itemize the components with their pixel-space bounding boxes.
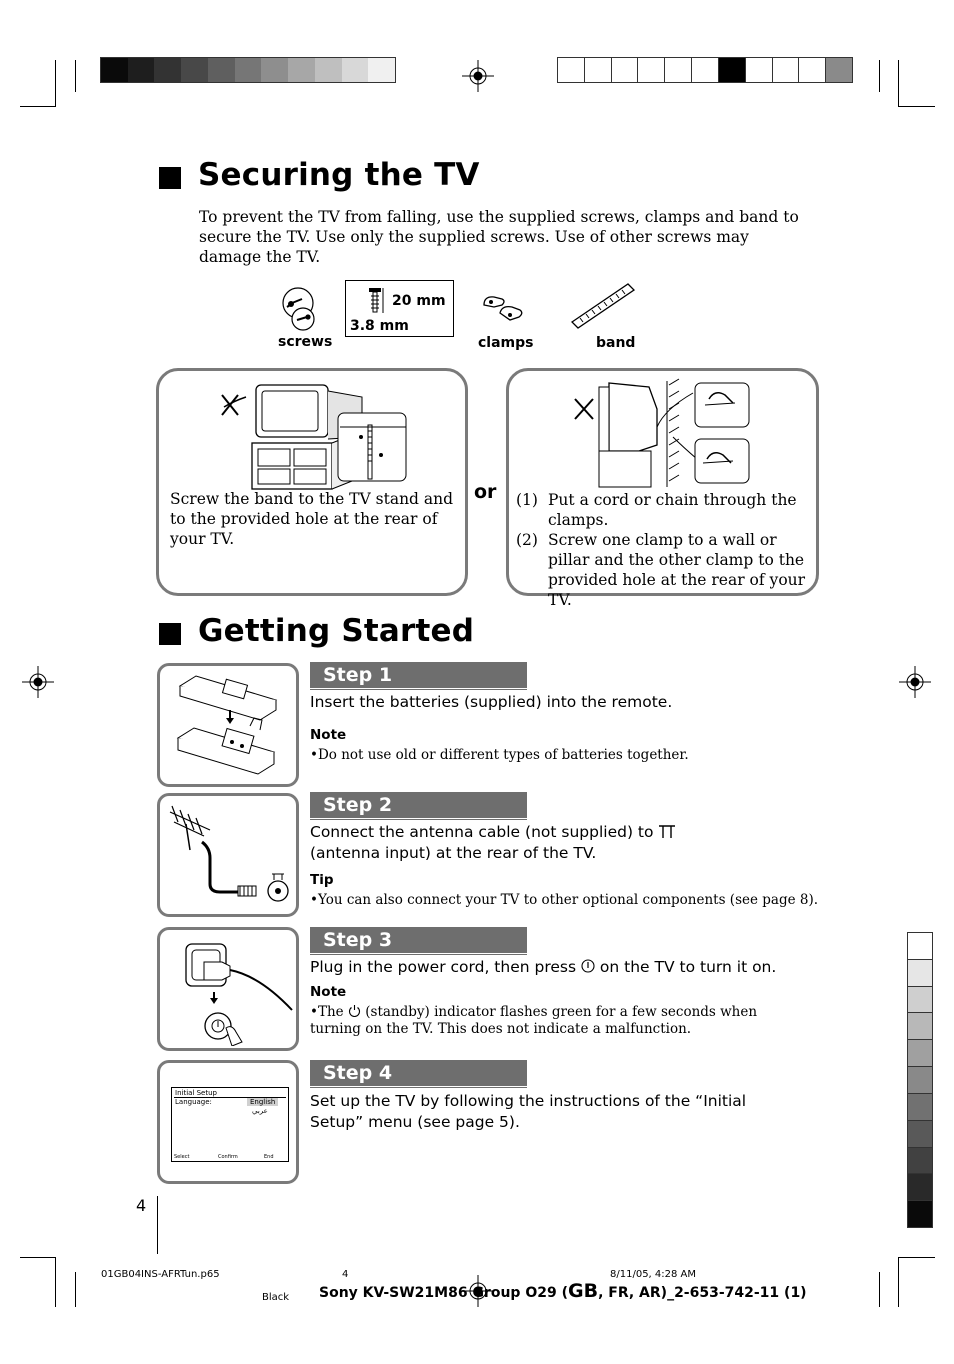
securing-intro: To prevent the TV from falling, use the supplied screws, clamps and band to secure the TV. Use only the supplied screws. Use of other screws may damage the TV.	[199, 208, 799, 266]
step1-note: •Do not use old or different types of batteries together.	[310, 747, 689, 763]
step1-note-text: Do not use old or different types of batteries together.	[317, 747, 689, 763]
option-clamps-step1-text: Put a cord or chain through the clamps.	[548, 491, 797, 529]
step3-note-a: The	[317, 1004, 344, 1020]
step4-illustration-frame	[157, 1060, 299, 1184]
footer-color-label: Black	[262, 1292, 290, 1303]
page-number: 4	[136, 1196, 147, 1215]
screw-length: 20 mm	[392, 293, 446, 309]
step3-text-a: Plug in the power cord, then press	[310, 958, 577, 976]
power-plug-illustration	[174, 936, 294, 1046]
menu-option-english: English	[247, 1098, 278, 1106]
footer-page-ref: 4	[342, 1269, 349, 1280]
menu-select-hint: Select	[174, 1154, 190, 1160]
footer-file-name: 01GB04INS-AFRTun.p65	[101, 1269, 220, 1280]
antenna-input-icon	[658, 824, 676, 838]
step2-heading: Step 2	[310, 792, 527, 818]
step-underline	[310, 1087, 527, 1088]
step1-heading: Step 1	[310, 662, 527, 688]
step2-tip: •You can also connect your TV to other optional components (see page 8).	[310, 892, 819, 908]
footer-model-line	[319, 1280, 807, 1302]
menu-option-arabic: عربي	[252, 1107, 268, 1115]
footer-model-b: , FR, AR)_2-653-742-11 (1)	[598, 1285, 807, 1301]
menu-end-hint: End	[264, 1154, 274, 1160]
section-title-getting-started: Getting Started	[198, 613, 475, 649]
step1-illustration-frame	[157, 663, 299, 787]
step3-illustration-frame	[157, 927, 299, 1051]
step3-text-b: on the TV to turn it on.	[599, 958, 777, 976]
step2-tip-heading: Tip	[310, 872, 334, 888]
screw-diameter: 3.8 mm	[350, 318, 409, 334]
standby-icon	[348, 1004, 361, 1017]
page-number-rule	[157, 1196, 158, 1254]
clamps-label: clamps	[478, 335, 534, 351]
step3-note: •The (standby) indicator flashes green for a few seconds when turning on the TV. This does not indicate a malfunction.	[310, 1004, 758, 1037]
clamps-icon	[480, 293, 526, 327]
registration-crosshair-right	[899, 666, 931, 698]
color-bar-right	[557, 57, 853, 83]
step1-text: Insert the batteries (supplied) into the remote.	[310, 693, 673, 711]
step2-text-b: (antenna input) at the rear of the TV.	[310, 844, 597, 862]
menu-confirm-hint: Confirm	[218, 1154, 238, 1160]
band-icon	[570, 282, 636, 330]
step4-text: Set up the TV by following the instructions of the “Initial Setup” menu (see page 5).	[310, 1092, 747, 1131]
step-underline	[310, 954, 527, 955]
step2-text	[310, 822, 750, 864]
greyscale-bar-left	[100, 57, 396, 83]
menu-language-label: Language:	[175, 1098, 212, 1106]
screw-dimensions-box	[345, 280, 454, 337]
step2-tip-text: You can also connect your TV to other optional components (see page 8).	[317, 892, 819, 908]
screws-icon	[278, 286, 328, 332]
screw-icon	[366, 287, 386, 317]
tv-stand-band-illustration	[216, 381, 416, 493]
option-clamps-step2-text: Screw one clamp to a wall or pillar and the other clamp to the provided hole at the rear of your TV.	[548, 531, 806, 609]
menu-title: Initial Setup	[175, 1089, 217, 1097]
step3-heading: Step 3	[310, 927, 527, 953]
registration-crosshair-top	[462, 60, 494, 92]
step2-text-a: Connect the antenna cable (not supplied) to	[310, 823, 654, 841]
step2-illustration-frame	[157, 793, 299, 917]
step1-note-heading: Note	[310, 727, 347, 743]
step-underline	[310, 819, 527, 820]
securing-option-band	[156, 368, 468, 596]
footer-model-gb: GB	[567, 1280, 599, 1302]
remote-batteries-illustration	[174, 672, 284, 780]
or-label: or	[474, 481, 497, 503]
footer-model-a: Sony KV-SW21M86 Group O29 (	[319, 1285, 568, 1301]
greyscale-bar-vertical	[907, 932, 933, 1228]
option-clamps-step2-num: (2)	[516, 531, 538, 549]
securing-option-clamps	[506, 368, 819, 609]
tv-wall-clamp-illustration	[569, 377, 759, 489]
option-band-text: Screw the band to the TV stand and to the provided hole at the rear of your TV.	[170, 490, 454, 548]
footer-timestamp: 8/11/05, 4:28 AM	[610, 1269, 697, 1280]
step-underline	[310, 689, 527, 690]
step4-heading: Step 4	[310, 1060, 527, 1086]
step3-note-b: (standby) indicator flashes green for a few seconds when turning on the TV. This does not indicate a malfunction.	[310, 1004, 758, 1037]
step3-text	[310, 957, 850, 978]
power-button-icon	[581, 959, 595, 973]
section-bullet	[159, 623, 181, 645]
registration-crosshair-left	[22, 666, 54, 698]
initial-setup-menu-screen	[171, 1087, 289, 1162]
option-clamps-step1-num: (1)	[516, 491, 538, 509]
section-bullet	[159, 167, 181, 189]
band-label: band	[596, 335, 636, 351]
section-title-securing: Securing the TV	[198, 157, 480, 193]
screws-label: screws	[278, 334, 333, 350]
step3-note-heading: Note	[310, 984, 347, 1000]
antenna-illustration	[166, 802, 294, 910]
